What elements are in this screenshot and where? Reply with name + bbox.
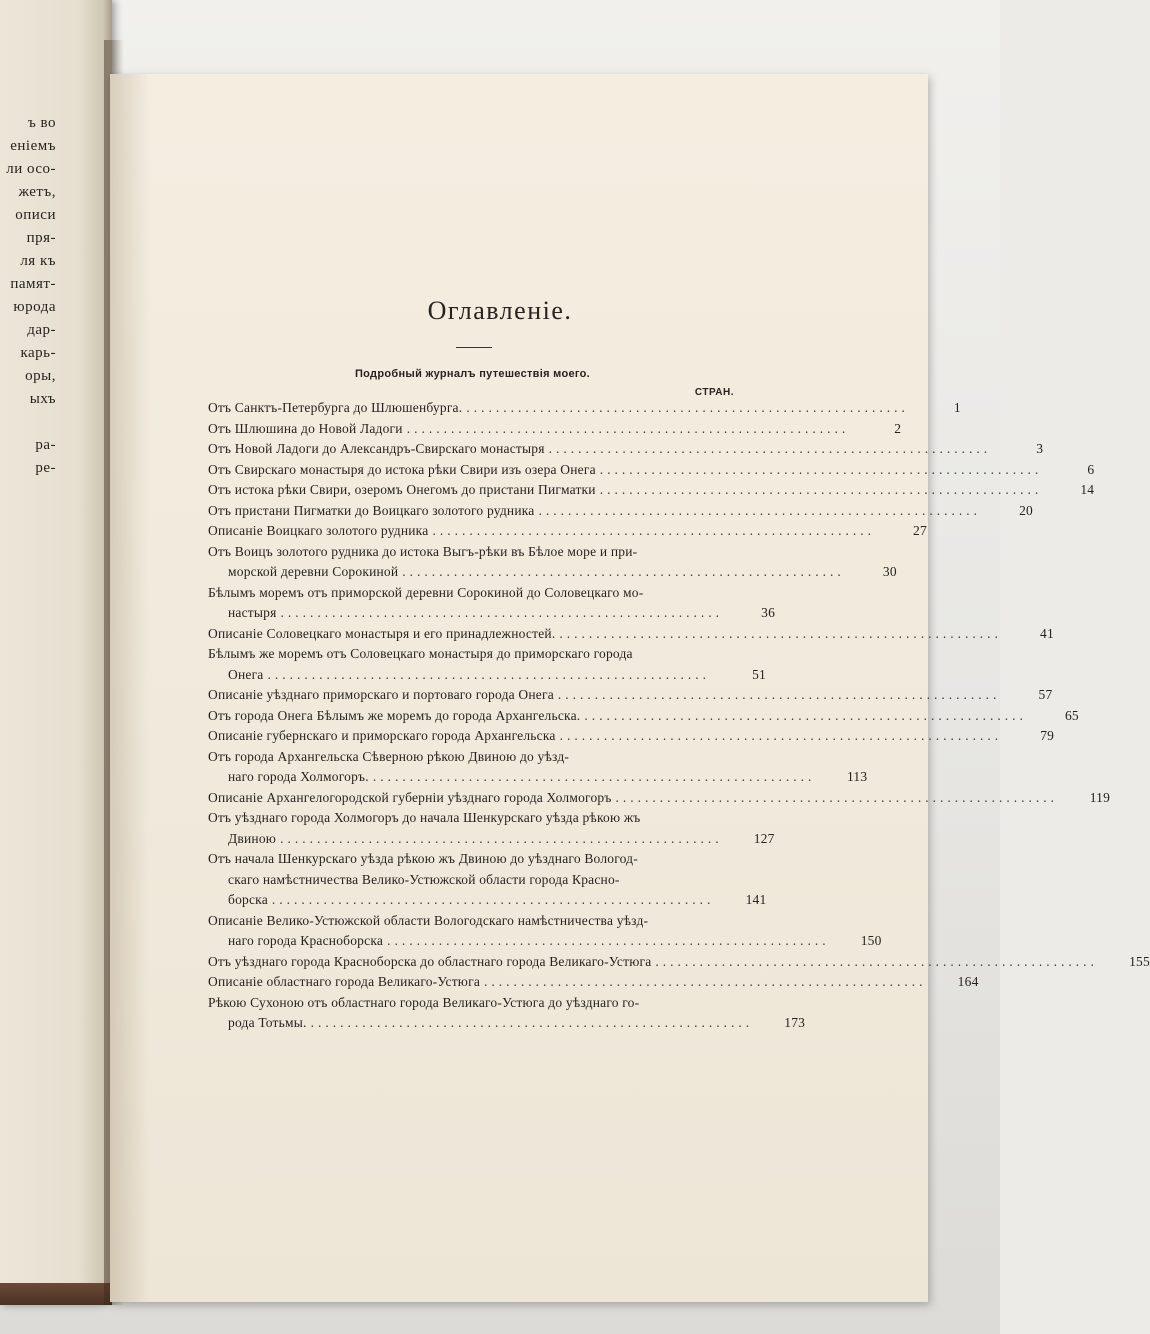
toc-page-number: 27 [913,523,927,538]
toc-entry-line: Отъ истока рѣки Свири, озеромъ Онегомъ до пристани Пигматки [208,482,596,497]
dot-leader: ............................................................ [655,953,1098,969]
toc-entry-line: наго города Холмогоръ. [228,769,369,784]
left-page-line: карь- [20,345,56,361]
toc-entry-line: Отъ начала Шенкурскаго уѣзда рѣкою жъ Двиною до уѣзднаго Вологод- [208,851,638,866]
dot-leader: ............................................................ [557,687,1001,702]
page-curve-shadow [110,74,150,1302]
toc-entry-line: Отъ Новой Ладоги до Александръ-Свирскаго монастыря [208,441,545,456]
left-page-line: пря- [26,230,56,246]
toc-entry-line: рода Тотьмы. [228,1015,307,1030]
toc-page-number: 57 [1038,687,1053,702]
toc-page-number: 2 [894,420,902,436]
toc-entry-line: настыря [228,605,277,620]
toc-page-number: 30 [882,564,897,579]
left-facing-page [0,0,112,1305]
toc-entry-line: Бѣлымъ же моремъ отъ Соловецкаго монастыря до приморскаго города [208,646,633,661]
toc-entry [186,644,766,685]
left-page-line: жетъ, [18,184,56,200]
dot-leader: ............................................................ [280,605,724,620]
toc-entry-line: Онега [228,666,264,682]
toc-entry-line: Описаніе Воицкаго золотого рудника [208,523,429,538]
toc-entry [186,808,775,849]
toc-entry [186,439,1044,460]
toc-page-number: 41 [1040,625,1054,641]
toc-entry-line: Описаніе Велико-Устюжской области Вологодскаго намѣстничества уѣзд- [208,912,649,928]
toc-entry-line: Отъ Воицъ золотого рудника до истока Выгъ-рѣки въ Бѣлое море и при- [208,543,638,559]
toc-entry-line: Описаніе Соловецкаго монастыря и его принадлежностей. [208,625,556,641]
dot-leader: ............................................................ [267,666,710,682]
toc-entry [186,685,1053,706]
dot-leader: ............................................................ [538,502,981,518]
dot-leader: ............................................................ [599,461,1043,477]
dot-leader: ............................................................ [310,1015,754,1030]
toc-entry [186,521,927,542]
toc-page-number: 127 [753,830,775,846]
left-page-line: ъ во [28,115,56,131]
toc-entry-line: морской деревни Сорокиной [228,564,399,579]
toc-entry [186,583,776,624]
toc-page-number: 51 [752,666,766,682]
toc-page-number: 3 [1036,441,1044,456]
left-page-line: ра- [35,437,56,453]
left-page-line: ыхъ [29,391,56,407]
toc-entry-line: скаго намѣстничества Велико-Устюжской области города Красно- [228,871,620,887]
page-title: Оглавленіе. [427,296,573,325]
left-page-line: оры, [25,368,56,384]
toc-page-number: 119 [1089,789,1111,805]
book-cover-edge [0,1283,112,1305]
toc-page-number: 79 [1040,728,1055,743]
dot-leader: ............................................................ [280,830,723,846]
toc-entry [186,398,961,419]
toc-entry-line: Рѣкою Сухоною отъ областнаго города Великаго-Устюга до уѣзднаго го- [208,994,640,1010]
toc-page-number: 20 [1019,502,1033,518]
toc-entry [186,747,868,788]
toc-page-number: 65 [1064,707,1079,723]
title-divider [456,347,492,348]
toc-entry-line: Отъ города Онега Бѣлымъ же моремъ до города Архангельска. [208,707,581,723]
toc-entry [186,849,766,911]
toc-entry-line: Отъ города Архангельска Сѣверною рѣкою Двиною до уѣзд- [208,748,570,764]
toc-entry [186,911,882,952]
left-page-line: ли осо- [6,161,56,177]
dot-leader: ............................................................ [559,728,1003,743]
toc-entry [186,952,1150,973]
toc-page-number: 150 [860,933,882,948]
left-page-line: памят- [10,276,56,292]
toc-entry-line: Отъ уѣзднаго города Красноборска до областнаго города Великаго-Устюга [208,953,652,969]
dot-leader: ............................................................ [559,625,1002,641]
toc-entry [186,972,979,993]
toc-entry-line: Отъ пристани Пигматки до Воицкаго золотого рудника [208,502,535,518]
toc-entry [186,460,1095,481]
toc-page-number: 113 [846,769,868,784]
dot-leader: ............................................................ [271,892,715,907]
dot-leader: ............................................................ [615,789,1059,805]
toc-entry [186,480,1095,501]
dot-leader: ............................................................ [432,523,875,538]
left-page-line: ля къ [20,253,56,269]
toc-page-number: 14 [1080,482,1095,497]
toc-entry-line: Описаніе областнаго города Великаго-Устюга [208,974,481,989]
toc-entry-line: Двиною [228,830,277,846]
section-subtitle: Подробный журналъ путешествія моего. [354,368,591,380]
toc-page-number: 6 [1087,461,1095,477]
toc-entry [186,726,1055,747]
toc-entry-line: Бѣлымъ моремъ отъ приморской деревни Сорокиной до Соловецкаго мо- [208,584,644,600]
toc-entry-line: Отъ Шлюшина до Новой Ладоги [208,420,403,436]
left-page-line [0,411,56,434]
toc-entry-line: Описаніе губернскаго и приморскаго города Архангельска [208,728,556,743]
table-of-contents [186,398,1150,1034]
toc-entry [186,788,1111,809]
toc-entry-line: борска [228,892,268,907]
toc-page-number: 173 [784,1015,806,1030]
toc-entry [186,706,1079,727]
left-page-line: описи [15,207,56,223]
left-page-line: еніемъ [10,138,56,154]
toc-page-number: 1 [953,400,961,415]
toc-page-number: 155 [1129,953,1150,969]
dot-leader: ............................................................ [387,933,830,948]
dot-leader: ............................................................ [402,564,845,579]
toc-entry-line: Описаніе уѣзднаго приморскаго и портоваго города Онега [208,687,554,702]
toc-entry-line: наго города Красноборска [228,933,384,948]
toc-entry [186,501,1033,522]
dot-leader: ............................................................ [484,974,927,989]
dot-leader: ............................................................ [406,420,850,436]
page-column-header: СТРАН. [694,387,734,398]
toc-entry-line: Отъ Санктъ-Петербурга до Шлюшенбурга. [208,400,463,415]
dot-leader: ............................................................ [466,400,909,415]
dot-leader: ............................................................ [372,769,816,784]
dot-leader: ............................................................ [548,441,992,456]
toc-entry [186,993,806,1034]
toc-entry-line: Отъ Свирскаго монастыря до истока рѣки Свири изъ озера Онега [208,461,596,477]
dot-leader: ............................................................ [584,707,1027,723]
toc-entry [186,542,897,583]
toc-entry-line: Описаніе Архангелогородской губерніи уѣзднаго города Холмогоръ [208,789,612,805]
toc-entry [186,624,1054,645]
toc-entry [186,419,902,440]
toc-page-number: 36 [761,605,776,620]
toc-page-number: 164 [957,974,979,989]
dot-leader: ............................................................ [599,482,1043,497]
left-page-line: ре- [35,460,56,476]
toc-page-number: 141 [745,892,767,907]
left-page-line: дар- [27,322,56,338]
toc-entry-line: Отъ уѣзднаго города Холмогоръ до начала Шенкурскаго уѣзда рѣкою жъ [208,810,641,825]
left-page-line: юрода [13,299,56,315]
